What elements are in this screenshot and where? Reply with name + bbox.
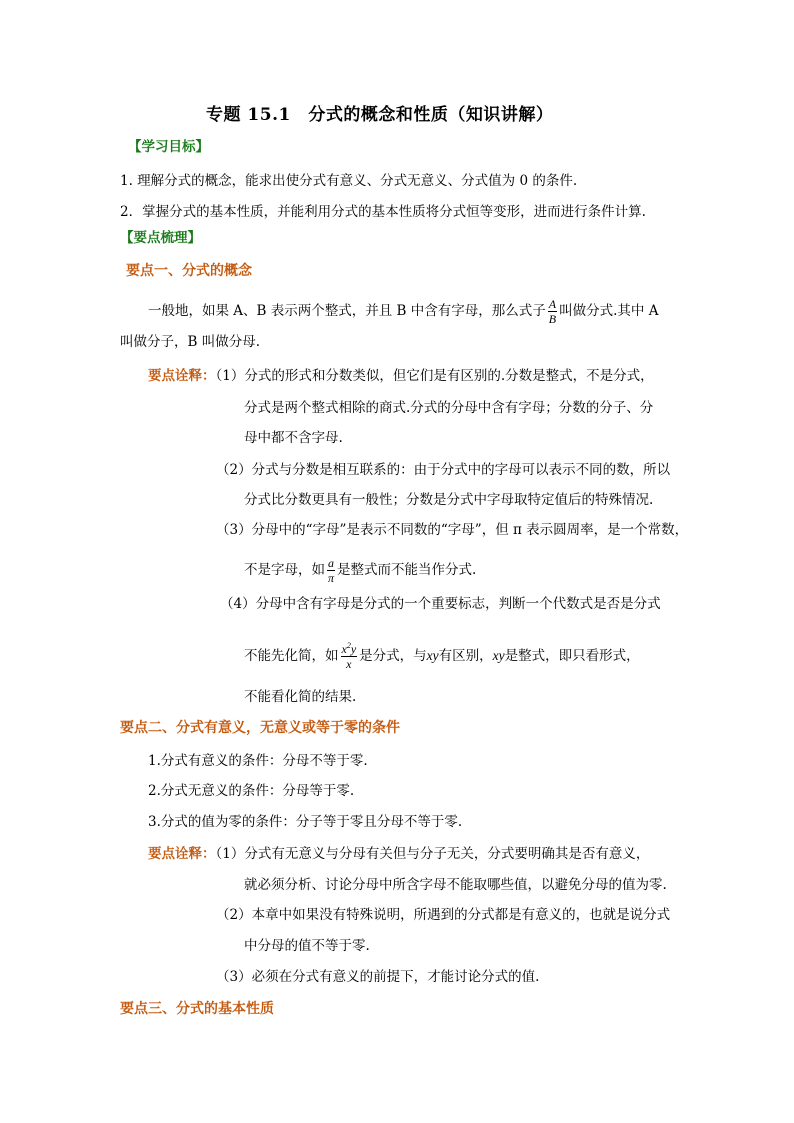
fraction-a-over-b xyxy=(548,297,557,326)
math-xy: xy xyxy=(492,648,505,663)
note-text: 不能先化简，如 xyxy=(244,648,339,664)
note-text: 是整式而不能当作分式. xyxy=(337,562,477,578)
note-label: 要点诠释： xyxy=(148,846,216,862)
fraction-x2y-over-x xyxy=(341,642,358,671)
note-line xyxy=(244,556,476,585)
note-text: 不是字母，如 xyxy=(244,562,325,578)
section-heading: 要点一、分式的概念 xyxy=(126,263,252,279)
note-line: 就必须分析、讨论分母中所含字母不能取哪些值，以避免分母的值为零. xyxy=(244,877,667,893)
objectives-tag: 【学习目标】 xyxy=(128,139,209,155)
note-line: 分式是两个整式相除的商式.分式的分母中含有字母；分数的分子、分 xyxy=(244,400,654,416)
list-item: 2.分式无意义的条件：分母等于零. xyxy=(148,783,355,799)
note-text: 是整式，即只看形式， xyxy=(504,648,640,664)
section-heading: 要点三、分式的基本性质 xyxy=(120,1001,274,1017)
definition-line xyxy=(148,297,658,326)
note-text: （1）分式有无意义与分母有关但与分子无关，分式要明确其是否有意义， xyxy=(215,846,650,862)
fraction-denominator: π xyxy=(328,571,335,585)
definition-line-2: 叫做分子，B 叫做分母. xyxy=(120,334,261,350)
note-line: （2）分式与分数是相互联系的：由于分式中的字母可以表示不同的数，所以 xyxy=(216,462,671,478)
math-xy: xy xyxy=(426,648,439,663)
page-title: 专题 15.1 分式的概念和性质（知识讲解） xyxy=(206,105,554,125)
note-line: （3）必须在分式有意义的前提下，才能讨论分式的值. xyxy=(216,969,540,985)
note-text: （1）分式的形式和分数类似，但它们是有区别的.分数是整式，不是分式， xyxy=(215,368,654,384)
section-heading: 要点二、分式有意义，无意义或等于零的条件 xyxy=(120,720,400,736)
list-item: 1.分式有意义的条件：分母不等于零. xyxy=(148,753,368,769)
keypoints-tag: 【要点梳理】 xyxy=(120,230,201,246)
fraction-denominator: B xyxy=(548,312,557,326)
fraction-denominator: x xyxy=(346,657,352,671)
note-line: （3）分母中的“字母”是表示不同数的“字母”，但 π 表示圆周率，是一个常数， xyxy=(216,522,689,538)
definition-text: 一般地，如果 A、B 表示两个整式，并且 B 中含有字母，那么式子 xyxy=(148,303,546,319)
objective-item: 1. 理解分式的概念，能求出使分式有意义、分式无意义、分式值为 0 的条件. xyxy=(120,173,578,189)
objective-item: 2．掌握分式的基本性质，并能利用分式的基本性质将分式恒等变形，进而进行条件计算. xyxy=(120,204,646,220)
fraction-numerator: a xyxy=(328,556,334,570)
fraction-a-over-pi xyxy=(327,556,335,585)
fraction-numerator: A xyxy=(548,297,557,311)
note-line: 不能看化简的结果. xyxy=(244,689,357,705)
note-line: 中分母的值不等于零. xyxy=(244,938,370,954)
note-line xyxy=(244,642,640,671)
note-text: 有区别， xyxy=(438,648,493,664)
list-item: 3.分式的值为零的条件：分子等于零且分母不等于零. xyxy=(148,814,463,830)
note-line: 分式比分数更具有一般性；分数是分式中字母取特定值后的特殊情况. xyxy=(244,492,654,508)
note-line: 母中都不含字母. xyxy=(244,430,343,446)
note-line: （2）本章中如果没有特殊说明，所遇到的分式都是有意义的，也就是说分式 xyxy=(216,907,671,923)
note-line: （4）分母中含有字母是分式的一个重要标志，判断一个代数式是否是分式 xyxy=(220,596,661,612)
definition-text: 叫做分式.其中 A xyxy=(559,303,659,319)
note-label: 要点诠释： xyxy=(148,368,216,384)
note-line xyxy=(148,367,654,385)
note-line xyxy=(148,845,649,863)
fraction-numerator: $x^2y$ xyxy=(341,641,357,656)
note-text: 是分式，与 xyxy=(359,648,427,664)
